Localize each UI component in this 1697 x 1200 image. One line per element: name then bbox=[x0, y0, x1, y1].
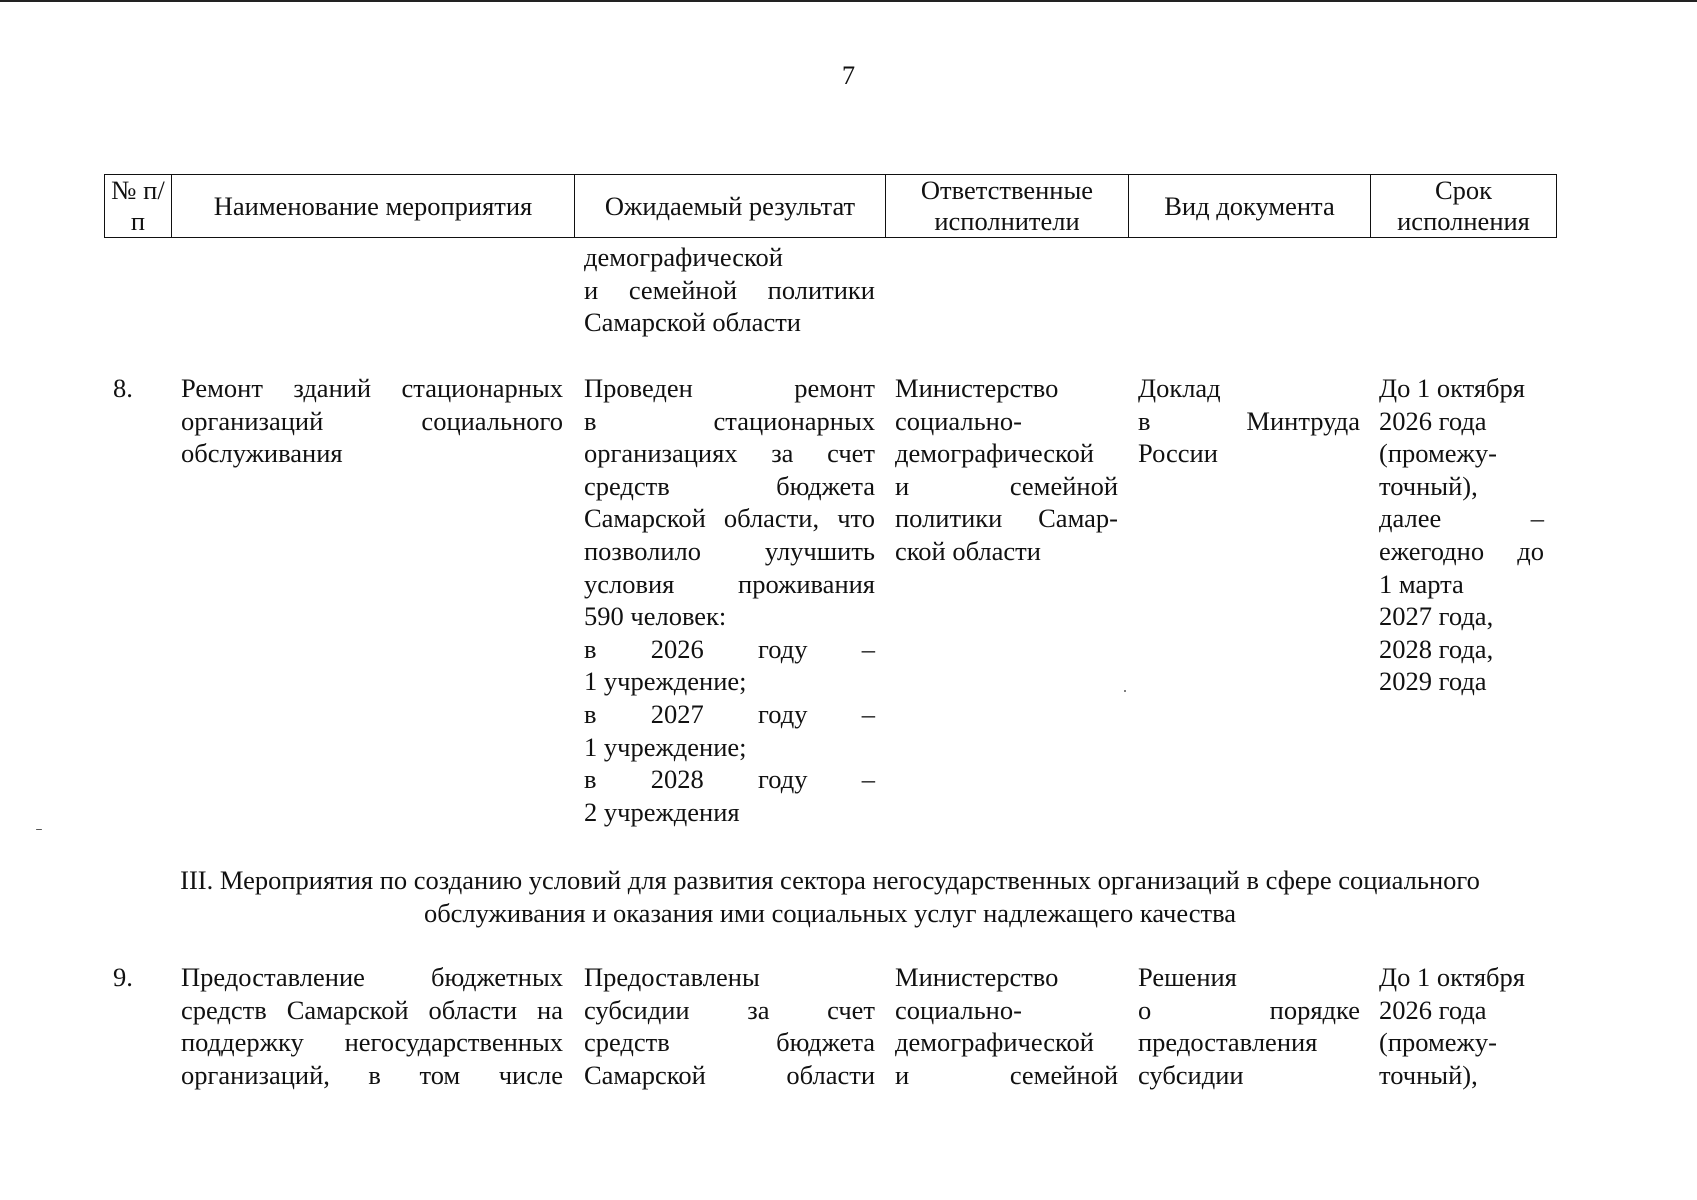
text-line: организаций социального bbox=[181, 405, 563, 436]
text-line: демографической bbox=[584, 242, 783, 272]
text-line: точный), bbox=[1379, 470, 1478, 501]
table-header bbox=[104, 174, 1557, 238]
text-line: 1 учреждение; bbox=[584, 731, 747, 762]
section-heading-line: обслуживания и оказания ими социальных услуг надлежащего качества bbox=[423, 897, 1237, 928]
row9-expected-result bbox=[584, 961, 875, 1091]
row9-event-name bbox=[181, 961, 563, 1091]
text-line: в Минтруда bbox=[1138, 405, 1360, 436]
text-line: До 1 октября bbox=[1379, 373, 1525, 403]
text-line: Министерство bbox=[895, 373, 1059, 403]
top-border-line bbox=[0, 0, 1697, 2]
row8-event-name bbox=[181, 372, 563, 470]
text-line: средств бюджета bbox=[584, 1027, 875, 1058]
text-line: Ремонт зданий стационарных bbox=[181, 373, 563, 403]
header-row bbox=[105, 175, 1557, 238]
text-line: (промежу- bbox=[1379, 1027, 1497, 1058]
text-line: предоставления bbox=[1138, 1027, 1318, 1058]
text-line: 590 человек: bbox=[584, 601, 727, 632]
text-line: 2029 года bbox=[1379, 666, 1487, 697]
row9-deadline bbox=[1379, 961, 1544, 1091]
text-line: 2028 года, bbox=[1379, 633, 1494, 664]
header-event-name: Наименование мероприятия bbox=[172, 175, 575, 238]
continued-result bbox=[584, 241, 875, 339]
text-line: социально- bbox=[895, 994, 1022, 1025]
section-heading-line: III. Мероприятия по созданию условий для развития сектора негосударственных организаций в сфере социального bbox=[180, 865, 1480, 895]
text-line: средств Самарской области на bbox=[181, 994, 563, 1025]
text-line: средств бюджета bbox=[584, 470, 875, 501]
row8-responsible bbox=[895, 372, 1118, 568]
section-heading bbox=[104, 864, 1556, 929]
text-line: ежегодно до bbox=[1379, 535, 1544, 566]
text-line: условия проживания bbox=[584, 568, 875, 599]
page-number: 7 bbox=[841, 60, 856, 90]
text-line: и семейной политики bbox=[584, 274, 875, 305]
text-line: 2 учреждения bbox=[584, 796, 740, 827]
text-line: (промежу- bbox=[1379, 438, 1497, 469]
text-line: о порядке bbox=[1138, 994, 1360, 1025]
text-line: организациях за счет bbox=[584, 438, 875, 469]
text-line: 2026 года bbox=[1379, 994, 1487, 1025]
text-line: Самарской области bbox=[584, 307, 801, 338]
text-line: Предоставлены bbox=[584, 962, 760, 992]
text-line: субсидии за счет bbox=[584, 994, 875, 1025]
text-line: в 2027 году – bbox=[584, 698, 875, 729]
row8-expected-result bbox=[584, 372, 875, 828]
row8-number: 8. bbox=[113, 373, 133, 403]
text-line: социально- bbox=[895, 405, 1022, 436]
scan-speck bbox=[36, 829, 42, 830]
text-line: Самарской области, что bbox=[584, 503, 875, 534]
text-line: 1 марта bbox=[1379, 568, 1464, 599]
text-line: позволило улучшить bbox=[584, 535, 875, 566]
text-line: субсидии bbox=[1138, 1059, 1244, 1090]
header-deadline: Срок исполнения bbox=[1371, 175, 1557, 238]
text-line: в 2026 году – bbox=[584, 633, 875, 664]
text-line: и семейной bbox=[895, 470, 1118, 501]
text-line: Министерство bbox=[895, 962, 1059, 992]
text-line: обслуживания bbox=[181, 438, 343, 469]
text-line: 1 учреждение; bbox=[584, 666, 747, 697]
scan-speck bbox=[1124, 690, 1126, 692]
text-line: демографической bbox=[895, 1027, 1094, 1058]
text-line: Решения bbox=[1138, 962, 1237, 992]
text-line: Предоставление бюджетных bbox=[181, 962, 563, 992]
row8-deadline bbox=[1379, 372, 1544, 698]
text-line: политики Самар- bbox=[895, 503, 1118, 534]
text-line: До 1 октября bbox=[1379, 962, 1525, 992]
text-line: Самарской области bbox=[584, 1059, 875, 1090]
text-line: ской области bbox=[895, 535, 1041, 566]
row9-number: 9. bbox=[113, 962, 133, 992]
text-line: России bbox=[1138, 438, 1218, 469]
header-number: № п/п bbox=[105, 175, 172, 238]
text-line: Проведен ремонт bbox=[584, 373, 875, 403]
header-responsible: Ответственные исполнители bbox=[886, 175, 1129, 238]
text-line: 2026 года bbox=[1379, 405, 1487, 436]
text-line: поддержку негосударственных bbox=[181, 1027, 563, 1058]
text-line: организаций, в том числе bbox=[181, 1059, 563, 1090]
header-expected-result: Ожидаемый результат bbox=[575, 175, 886, 238]
text-line: демографической bbox=[895, 438, 1094, 469]
row9-document-type bbox=[1138, 961, 1360, 1091]
text-line: Доклад bbox=[1138, 373, 1221, 403]
header-document-type: Вид документа bbox=[1129, 175, 1371, 238]
row8-document-type bbox=[1138, 372, 1360, 470]
text-line: в 2028 году – bbox=[584, 764, 875, 795]
text-line: и семейной bbox=[895, 1059, 1118, 1090]
text-line: 2027 года, bbox=[1379, 601, 1494, 632]
text-line: в стационарных bbox=[584, 405, 875, 436]
row9-responsible bbox=[895, 961, 1118, 1091]
text-line: точный), bbox=[1379, 1059, 1478, 1090]
text-line: далее – bbox=[1379, 503, 1544, 534]
